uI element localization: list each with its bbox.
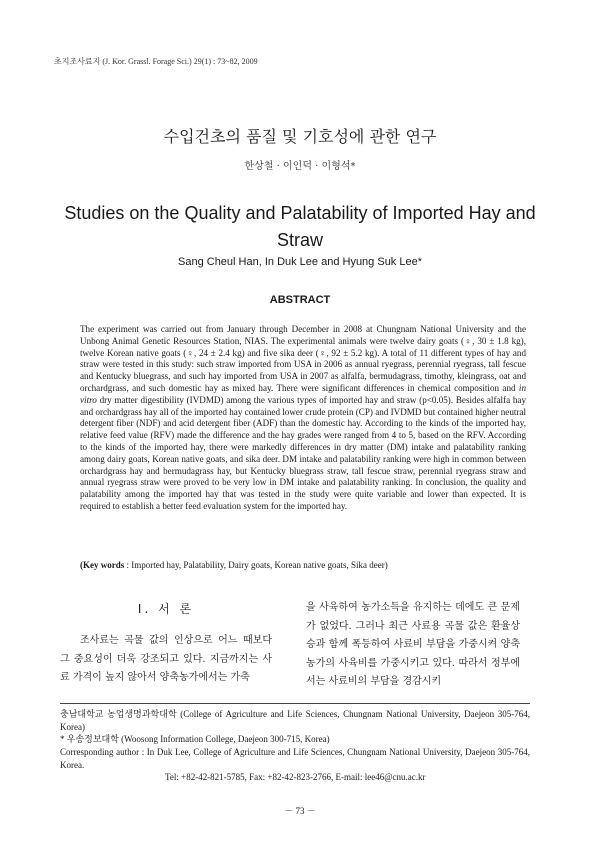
korean-authors: 한상철 · 이인덕 · 이형석*	[244, 161, 356, 172]
footnote-corresponding-author: Corresponding author : In Duk Lee, College of Agriculture and Life Sciences, Chungnam National University, Daejeon 305-764, Korea.	[60, 747, 530, 770]
intro-right-column: 을 사육하여 농가소득을 유지하는 데에도 큰 문제가 없었다. 그러나 최근 사료용 곡물 값은 환율상승과 함께 폭등하여 사료비 부담을 가중시켜 양축농가의 사육비를 가중시키고 있다. 따라서 정부에서는 사료비의 부담을 경감시키	[306, 602, 520, 687]
abstract-body	[80, 324, 526, 513]
english-title: Studies on the Quality and Palatability of Imported Hay and Straw	[64, 203, 536, 250]
intro-left-column: 조사료는 곡물 값의 인상으로 어느 때보다 그 중요성이 더욱 강조되고 있다. 지금까지는 사료 가격이 높지 않아서 양축농가에서는 가축	[60, 635, 272, 683]
abstract-italic: in vitro	[80, 382, 526, 405]
abstract-heading: ABSTRACT	[269, 294, 331, 306]
keywords	[80, 560, 526, 570]
footnote-affiliation-1: 충남대학교 농업생명과학대학 (College of Agriculture and Life Sciences, Chungnam National University, Daejeon 305-764, Korea)	[60, 709, 530, 732]
footnote-divider	[60, 703, 530, 704]
english-authors: Sang Cheul Han, In Duk Lee and Hyung Suk Lee*	[178, 256, 422, 268]
keywords-label: (Key words	[80, 560, 125, 570]
section-heading-introduction: Ⅰ. 서 론	[137, 602, 195, 616]
abstract-text-2: dry matter digestibility (IVDMD) among the various types of imported hay and straw (p<0.05). Besides alfalfa hay and orchardgrass hay all of the imported hay contained lower crude protein (CP) and IVDMD but contained higher neutral detergent fiber (NDF) and acid detergent fiber (ADF) than the domestic hay. According to the kinds of the imported hay, relative feed value (RFV) made the difference and the hay grades were ranged from 4 to 5, based on the RFV. According to the kinds of the imported hay, there were markedly differences in dry matter (DM) intake and palatability ranking among dairy goats, Korean native goats, and sika deer. DM intake and palatability ranking were high in common between orchardgrass hay and bermudagrass hay, but Kentucky bluegrass straw, tall fescue straw, perennial ryegrass straw and annual ryegrass straw were proved to be very low in DM intake and palatability ranking. In conclusion, the quality and palatability among the imported hay that was tested in the study were quite variable and lower than expected. It is required to establish a better feed evaluation system for the imported hay.	[80, 394, 526, 511]
footnote-contact: Tel: +82-42-821-5785, Fax: +82-42-823-2766, E-mail: lee46@cnu.ac.kr	[165, 772, 426, 782]
page-number: － 73 －	[284, 806, 316, 816]
footnote-affiliation-2: * 우송정보대학 (Woosong Information College, Daejeon 300-715, Korea)	[60, 734, 330, 744]
journal-citation: 초지조사료지 (J. Kor. Grassl. Forage Sci.) 29(1) : 73~82, 2009	[54, 57, 258, 66]
korean-title: 수입건초의 품질 및 기호성에 관한 연구	[163, 127, 437, 146]
abstract-text-1: The experiment was carried out from January through December in 2008 at Chungnam National University and the Unbong Animal Genetic Resources Station, NIAS. The experimental animals were twelve dairy goats (♀, 30 ± 1.8 kg), twelve Korean native goats (♀, 24 ± 2.4 kg) and five sika deer (♀, 92 ± 5.2 kg). A total of 11 different types of hay and straw were tested in this study: such straw imported from USA in 2006 as annual ryegrass, perennial ryegrass, tall fescue and Kentucky bluegrass, and such hay imported from USA in 2007 as alfalfa, bermudagrass, timothy, kleingrass, oat and orchardgrass, and such domestic hay as mixed hay. There were significant differences in chemical composition and	[80, 324, 526, 393]
keywords-list: : Imported hay, Palatability, Dairy goats, Korean native goats, Sika deer)	[124, 560, 388, 570]
